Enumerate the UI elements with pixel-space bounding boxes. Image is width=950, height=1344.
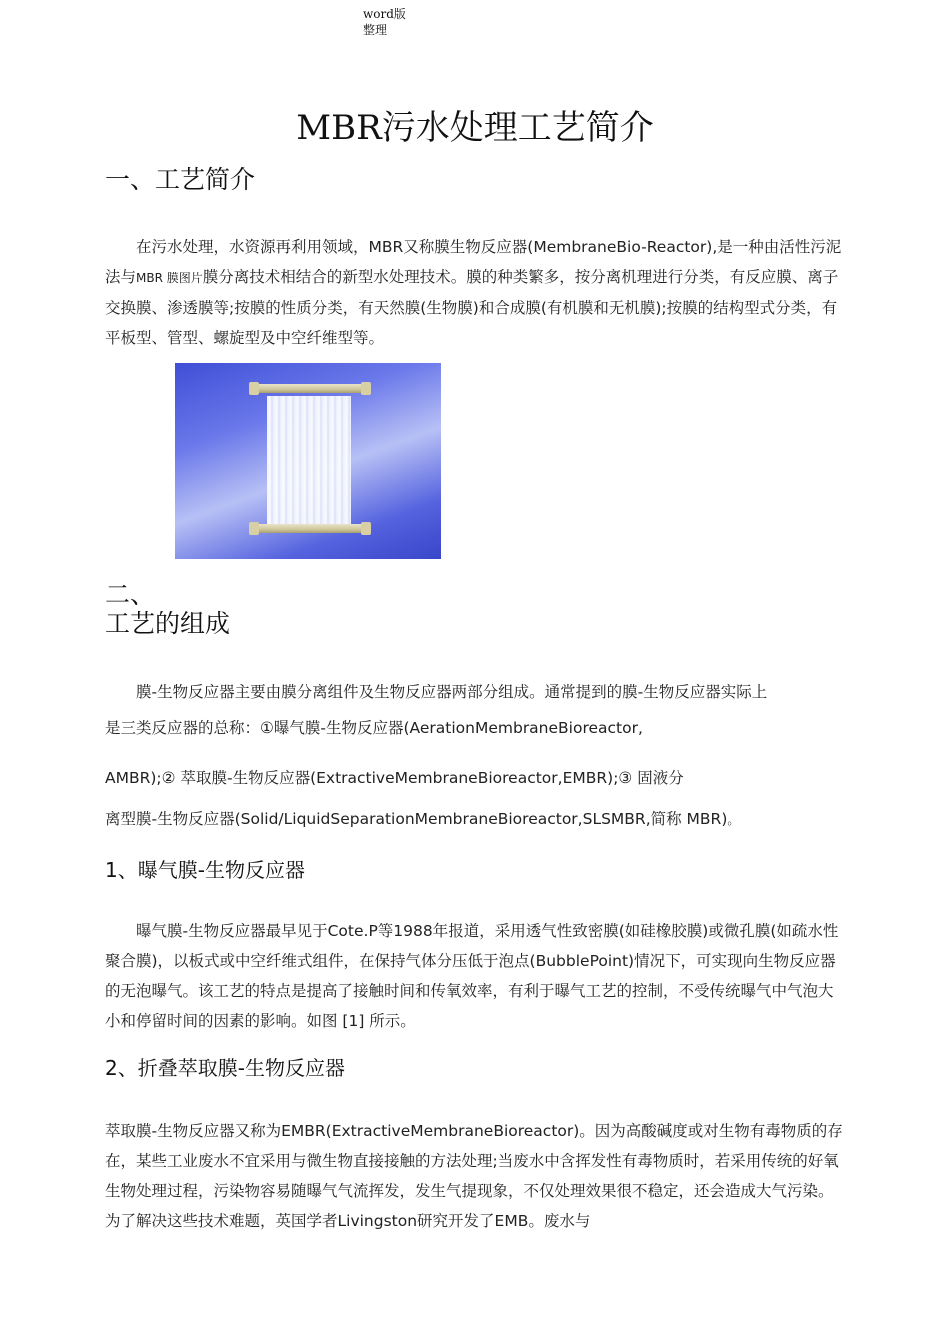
membrane-bottom-cap-right [361,522,371,535]
header-note-line-1: word版 [363,7,406,21]
paragraph-intro [105,232,845,353]
composition-line-4-end: 。 [727,813,740,827]
mbr-image-caption: MBR 膜图片 [136,271,203,285]
membrane-fibers [267,396,351,526]
membrane-bottom-header [253,524,365,533]
section-heading-2-number: 二、 [105,580,156,609]
subsection-heading-1: 1、曝气膜-生物反应器 [105,858,305,882]
membrane-top-cap-left [249,382,259,395]
subsection-paragraph-2: 萃取膜-生物反应器又称为EMBR(ExtractiveMembraneBioreactor)。因为高酸碱度或对生物有毒物质的存在，某些工业废水不宜采用与微生物直接接触的方法处理;当废水中含挥发性有毒物质时，若采用传统的好氧生物处理过程，污染物容易随曝气气流挥发，发生气提现象，不仅处理效果很不稳定，还会造成大气污染。为了解决这些技术难题，英国学者Livingston研究开发了EMB。废水与 [105,1122,843,1230]
composition-line-4-text: 离型膜-生物反应器(Solid/LiquidSeparationMembraneBioreactor,SLSMBR,简称 MBR) [105,810,728,828]
section-heading-2: 工艺的组成 [105,609,231,638]
document-title: MBR污水处理工艺简介 [296,108,654,148]
composition-line-1: 膜-生物反应器主要由膜分离组件及生物反应器两部分组成。通常提到的膜-生物反应器实际上 [136,683,768,701]
membrane-bottom-cap-left [249,522,259,535]
composition-line-3: AMBR);② 萃取膜-生物反应器(ExtractiveMembraneBioreactor,EMBR);③ 固液分 [105,769,684,787]
membrane-top-header [253,384,365,393]
header-note [363,6,406,38]
composition-line-4 [105,809,850,830]
composition-line-2: 是三类反应器的总称：①曝气膜-生物反应器(AerationMembraneBioreactor, [105,719,643,737]
header-note-line-2: 整理 [363,23,388,37]
paragraph-intro-text-2: 膜分离技术相结合的新型水处理技术。膜的种类繁多，按分离机理进行分类，有反应膜、离子交换膜、渗透膜等;按膜的性质分类，有天然膜(生物膜)和合成膜(有机膜和无机膜);按膜的结构型式分类，有平板型、管型、螺旋型及中空纤维型等。 [105,268,839,347]
section-heading-1: 一、工艺简介 [105,165,256,194]
paragraph-intro-text-1: 在污水处理，水资源再利用领域，MBR又称膜生物反应器(MembraneBio-Reactor),是一种由活性污泥法与 [105,238,842,286]
subsection-heading-2: 2、折叠萃取膜-生物反应器 [105,1056,345,1080]
mbr-membrane-image [175,363,441,559]
subsection-paragraph-1: 曝气膜-生物反应器最早见于Cote.P等1988年报道，采用透气性致密膜(如硅橡胶膜)或微孔膜(如疏水性聚合膜)，以板式或中空纤维式组件，在保持气体分压低于泡点(BubblePoint)情况下，可实现向生物反应器的无泡曝气。该工艺的特点是提高了接触时间和传氧效率，有利于曝气工艺的控制，不受传统曝气中气泡大小和停留时间的因素的影响。如图 [1] 所示。 [105,922,839,1030]
membrane-top-cap-right [361,382,371,395]
